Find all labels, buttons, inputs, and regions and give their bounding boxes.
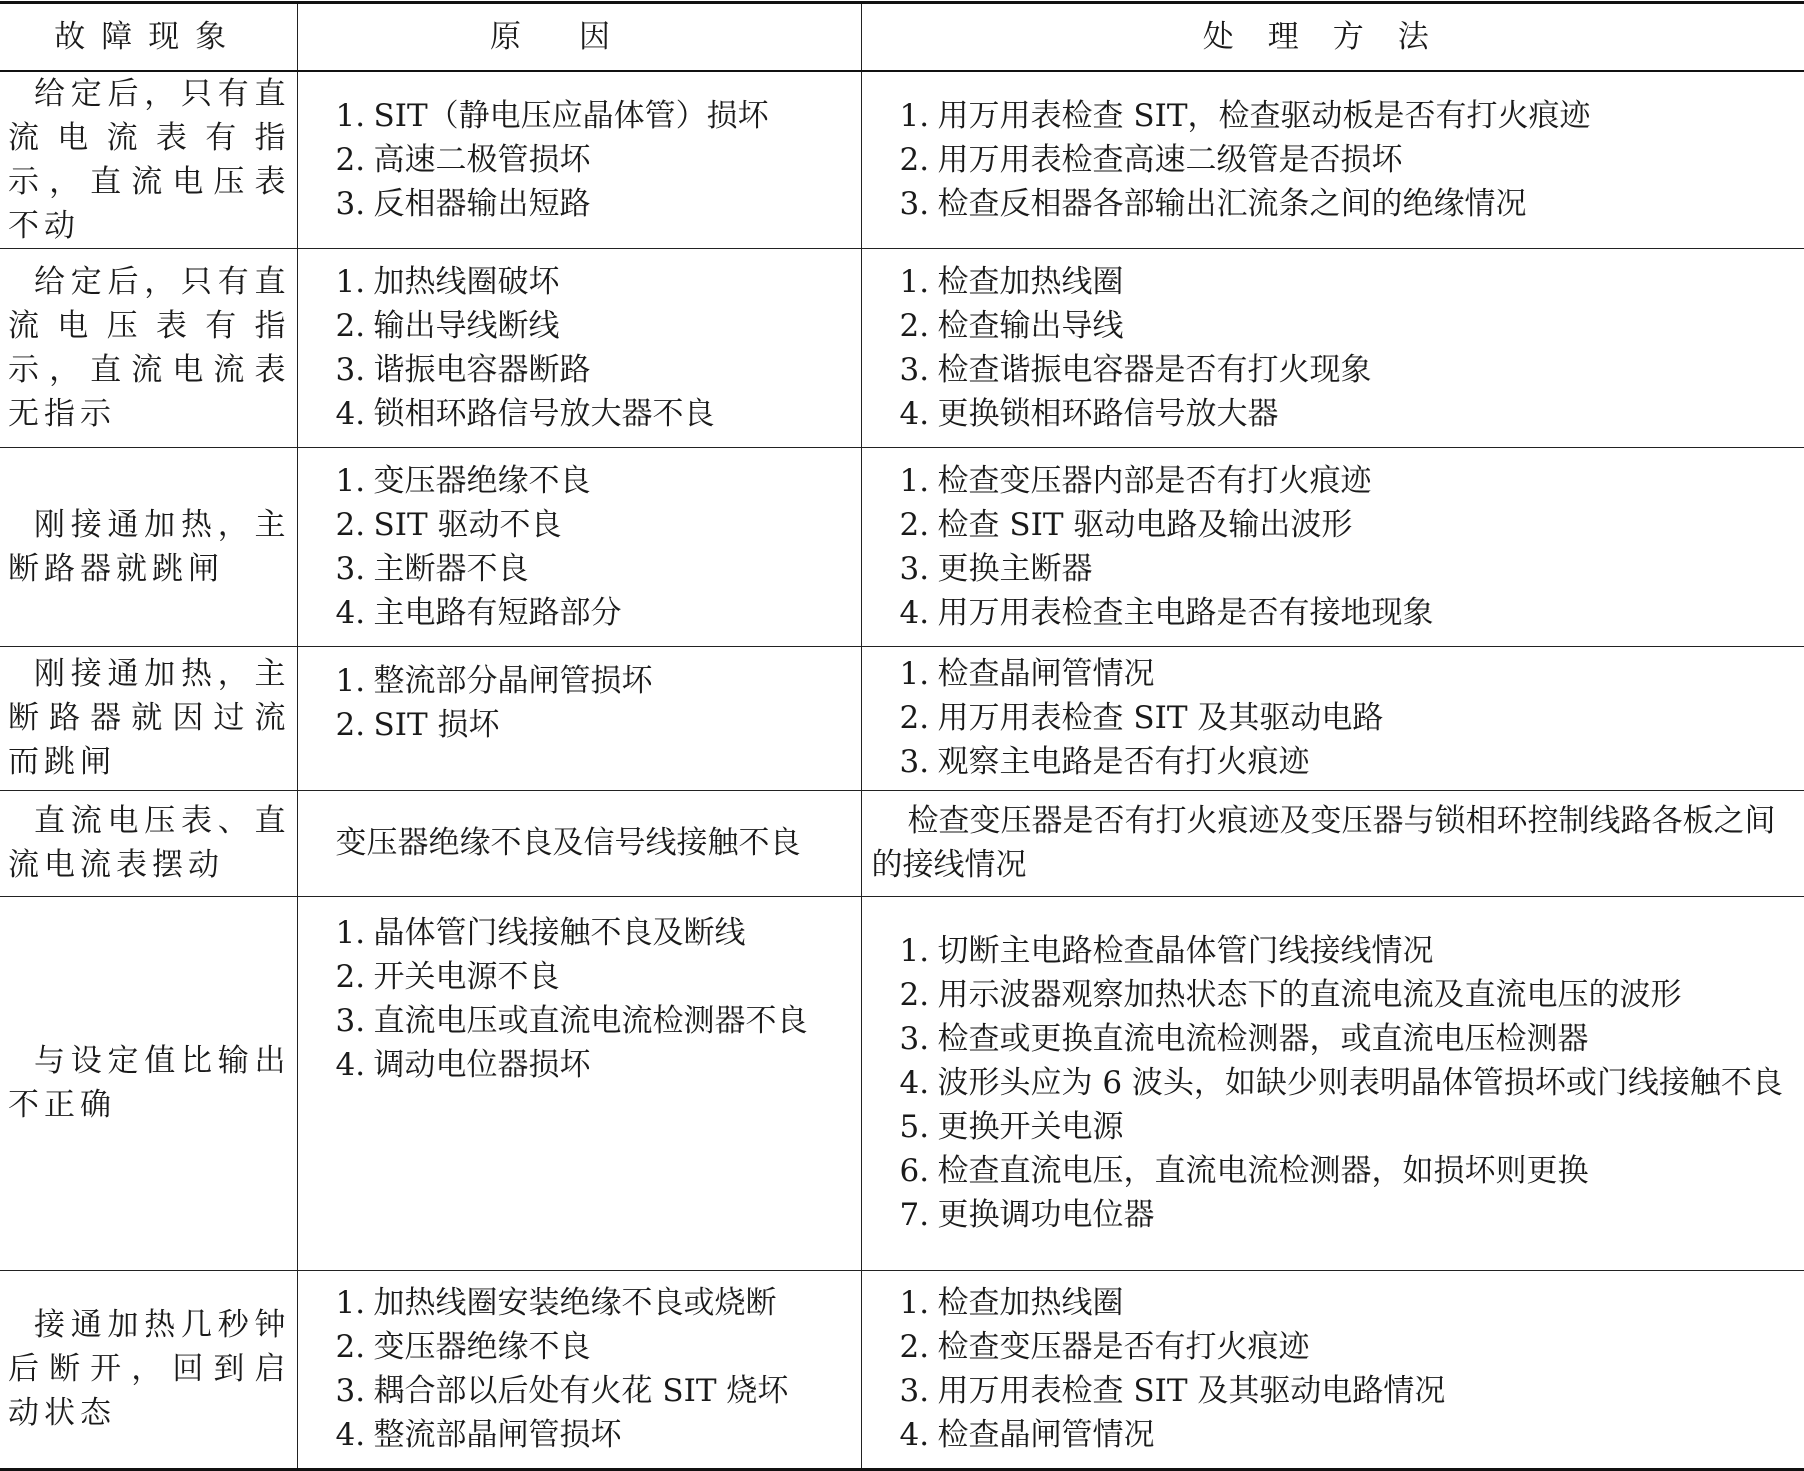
cause-text: 变压器绝缘不良及信号线接触不良 (335, 825, 801, 861)
method-item (872, 973, 1799, 1017)
cause-item (336, 392, 855, 436)
cause-text: 耦合部以后处有火花 SIT 烧坏 (373, 1373, 789, 1409)
method-text: 用示波器观察加热状态下的直流电流及直流电压的波形 (937, 977, 1682, 1013)
symptom-cell (0, 447, 297, 646)
cause-item (336, 1043, 855, 1087)
cause-text: 变压器绝缘不良 (373, 462, 591, 499)
item-number: 1. (899, 263, 930, 300)
cause-text: SIT 驱动不良 (373, 506, 562, 543)
header-row (0, 3, 1804, 71)
symptom-cell (0, 646, 297, 790)
symptom-cell (0, 896, 297, 1270)
item-number: 2. (335, 506, 366, 543)
symptom-text: 刚接通加热，主断路器就因过流而跳闸 (8, 656, 291, 780)
cause-text: 整流部晶闸管损坏 (373, 1417, 622, 1453)
cause-item (336, 459, 855, 503)
item-number: 2. (335, 1329, 366, 1365)
method-item (872, 1369, 1799, 1413)
method-text: 检查谐振电容器是否有打火现象 (937, 351, 1372, 388)
method-text: 更换开关电源 (937, 1109, 1124, 1145)
cause-text: 锁相环路信号放大器不良 (373, 395, 715, 432)
method-text: 检查直流电压，直流电流检测器，如损坏则更换 (937, 1153, 1589, 1189)
item-number: 2. (899, 506, 930, 543)
item-number: 4. (335, 1046, 366, 1083)
item-number: 3. (335, 550, 366, 587)
cause-item (336, 1369, 855, 1413)
item-number: 3. (899, 1373, 930, 1409)
method-text: 检查加热线圈 (937, 1285, 1124, 1321)
method-item (872, 304, 1799, 348)
item-number: 1. (335, 97, 366, 134)
symptom-text: 与设定值比输出不正确 (8, 1043, 291, 1123)
item-number: 3. (335, 1002, 366, 1039)
method-text: 更换主断器 (937, 550, 1093, 587)
symptom-cell (0, 790, 297, 896)
method-text: 检查加热线圈 (937, 263, 1124, 300)
symptom-cell (0, 1270, 297, 1469)
method-text: 更换锁相环路信号放大器 (937, 395, 1279, 432)
cause-item (336, 503, 855, 547)
item-number: 1. (335, 662, 366, 699)
method-text: 用万用表检查 SIT，检查驱动板是否有打火痕迹 (937, 97, 1591, 134)
cause-text: 加热线圈破坏 (373, 263, 560, 300)
method-text: 检查或更换直流电流检测器，或直流电压检测器 (937, 1021, 1589, 1057)
method-cell (861, 71, 1804, 249)
method-item (872, 459, 1799, 503)
method-item (872, 696, 1799, 740)
cause-text: 谐振电容器断路 (373, 351, 591, 388)
method-text: 检查变压器是否有打火痕迹及变压器与锁相环控制线路各板之间的接线情况 (871, 803, 1776, 883)
method-item (872, 182, 1799, 226)
method-text: 检查反相器各部输出汇流条之间的绝缘情况 (937, 185, 1527, 222)
cause-cell (297, 646, 861, 790)
item-number: 1. (335, 914, 366, 951)
cause-item (336, 703, 855, 747)
method-item (872, 260, 1799, 304)
item-number: 2. (899, 141, 930, 178)
cause-text: SIT（静电压应晶体管）损坏 (373, 97, 769, 134)
cause-item (336, 182, 855, 226)
table-row (0, 1270, 1804, 1469)
cause-item (336, 348, 855, 392)
item-number: 1. (335, 1285, 366, 1321)
item-number: 5. (899, 1109, 930, 1145)
item-number: 2. (899, 977, 930, 1013)
cause-item (336, 260, 855, 304)
cause-item (336, 659, 855, 703)
item-number: 3. (335, 185, 366, 222)
symptom-cell (0, 71, 297, 249)
item-number: 4. (899, 1417, 930, 1453)
item-number: 1. (899, 97, 930, 134)
cause-item (336, 547, 855, 591)
method-item (872, 591, 1799, 635)
item-number: 3. (335, 351, 366, 388)
item-number: 1. (335, 462, 366, 499)
header-symptom: 故障现象 (0, 3, 297, 71)
cause-item (336, 1413, 855, 1457)
method-text: 更换调功电位器 (937, 1197, 1155, 1233)
cause-cell (297, 896, 861, 1270)
cause-text: 主电路有短路部分 (373, 594, 622, 631)
cause-cell (297, 71, 861, 249)
table-row (0, 447, 1804, 646)
method-text: 用万用表检查高速二级管是否损坏 (937, 141, 1403, 178)
item-number: 1. (335, 263, 366, 300)
cause-text: 高速二极管损坏 (373, 141, 591, 178)
method-item (872, 1281, 1799, 1325)
cause-text: 开关电源不良 (373, 958, 560, 995)
cause-item (336, 138, 855, 182)
item-number: 2. (335, 958, 366, 995)
cause-item (336, 591, 855, 635)
method-cell (861, 790, 1804, 896)
method-text: 切断主电路检查晶体管门线接线情况 (937, 933, 1434, 969)
table-row (0, 71, 1804, 249)
method-cell (861, 896, 1804, 1270)
method-item (872, 1149, 1799, 1193)
cause-item (336, 911, 855, 955)
cause-text: 晶体管门线接触不良及断线 (373, 914, 746, 951)
method-text: 检查晶闸管情况 (937, 1417, 1155, 1453)
item-number: 4. (899, 395, 930, 432)
symptom-text: 直流电压表、直流电流表摆动 (8, 803, 291, 883)
method-text: 检查晶闸管情况 (937, 656, 1155, 692)
item-number: 2. (899, 1329, 930, 1365)
cause-text: 变压器绝缘不良 (373, 1329, 591, 1365)
item-number: 3. (899, 185, 930, 222)
cause-item (336, 304, 855, 348)
method-text: 检查 SIT 驱动电路及输出波形 (937, 506, 1353, 543)
cause-text: 直流电压或直流电流检测器不良 (373, 1002, 808, 1039)
method-text: 用万用表检查 SIT 及其驱动电路 (937, 700, 1384, 736)
method-item (872, 94, 1799, 138)
item-number: 4. (335, 395, 366, 432)
table-row (0, 790, 1804, 896)
cause-cell (297, 790, 861, 896)
cause-text: 整流部分晶闸管损坏 (373, 662, 653, 699)
method-text: 波形头应为 6 波头，如缺少则表明晶体管损坏或门线接触不良 (937, 1065, 1783, 1101)
method-item (872, 1105, 1799, 1149)
table-header (0, 3, 1804, 71)
item-number: 4. (899, 1065, 930, 1101)
symptom-text: 给定后，只有直流电压表有指示，直流电流表无指示 (8, 263, 291, 432)
item-number: 4. (335, 594, 366, 631)
method-cell (861, 646, 1804, 790)
item-number: 1. (899, 1285, 930, 1321)
fault-troubleshooting-table (0, 1, 1804, 1471)
symptom-text: 给定后，只有直流电流表有指示，直流电压表不动 (8, 75, 291, 244)
item-number: 3. (335, 1373, 366, 1409)
table-row (0, 646, 1804, 790)
method-item (872, 138, 1799, 182)
symptom-text: 刚接通加热，主断路器就跳闸 (8, 506, 291, 587)
method-text: 检查变压器内部是否有打火痕迹 (937, 462, 1372, 499)
item-number: 7. (899, 1197, 930, 1233)
item-number: 3. (899, 550, 930, 587)
table-body (0, 71, 1804, 1470)
method-cell (861, 248, 1804, 447)
method-text: 用万用表检查主电路是否有接地现象 (937, 594, 1434, 631)
item-number: 2. (899, 700, 930, 736)
item-number: 2. (335, 307, 366, 344)
table-row (0, 248, 1804, 447)
item-number: 4. (335, 1417, 366, 1453)
symptom-text: 接通加热几秒钟后断开，回到启动状态 (8, 1307, 291, 1431)
method-cell (861, 1270, 1804, 1469)
cause-text: 反相器输出短路 (373, 185, 591, 222)
method-text: 检查变压器是否有打火痕迹 (937, 1329, 1310, 1365)
item-number: 2. (335, 141, 366, 178)
cause-text: 输出导线断线 (373, 307, 560, 344)
cause-text: 加热线圈安装绝缘不良或烧断 (373, 1285, 777, 1321)
item-number: 2. (335, 706, 366, 743)
method-text: 观察主电路是否有打火痕迹 (937, 744, 1310, 780)
table-row (0, 896, 1804, 1270)
method-item (872, 348, 1799, 392)
method-item (872, 1413, 1799, 1457)
cause-item (336, 1281, 855, 1325)
method-text: 检查输出导线 (937, 307, 1124, 344)
header-method: 处理方法 (861, 3, 1804, 71)
method-text: 用万用表检查 SIT 及其驱动电路情况 (937, 1373, 1446, 1409)
cause-text: 调动电位器损坏 (373, 1046, 591, 1083)
cause-text: 主断器不良 (373, 550, 529, 587)
method-item (872, 740, 1799, 784)
method-item (872, 503, 1799, 547)
item-number: 3. (899, 351, 930, 388)
method-item (872, 1325, 1799, 1369)
cause-item (336, 955, 855, 999)
method-item (872, 392, 1799, 436)
item-number: 4. (899, 594, 930, 631)
method-item (872, 1017, 1799, 1061)
method-item (872, 929, 1799, 973)
item-number: 3. (899, 744, 930, 780)
item-number: 6. (899, 1153, 930, 1189)
item-number: 1. (899, 656, 930, 692)
method-cell (861, 447, 1804, 646)
symptom-cell (0, 248, 297, 447)
method-item (872, 1061, 1799, 1105)
item-number: 1. (899, 462, 930, 499)
cause-text: SIT 损坏 (373, 706, 500, 743)
cause-cell (297, 248, 861, 447)
header-cause: 原因 (297, 3, 861, 71)
item-number: 3. (899, 1021, 930, 1057)
cause-item (336, 1325, 855, 1369)
cause-item (336, 94, 855, 138)
item-number: 2. (899, 307, 930, 344)
cause-item (336, 999, 855, 1043)
cause-cell (297, 1270, 861, 1469)
method-item (872, 652, 1799, 696)
method-item (872, 1193, 1799, 1237)
item-number: 1. (899, 933, 930, 969)
cause-cell (297, 447, 861, 646)
method-item (872, 547, 1799, 591)
